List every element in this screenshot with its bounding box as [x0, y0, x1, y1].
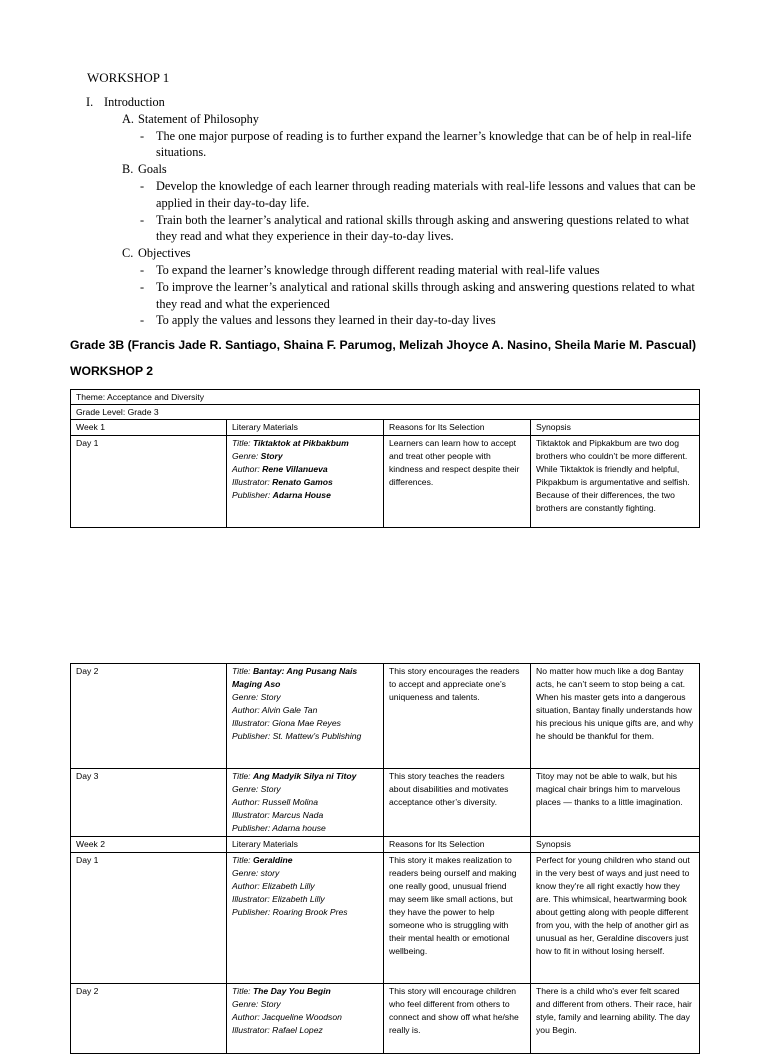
header-reasons: Reasons for Its Selection [384, 420, 531, 436]
illustrator-label: Illustrator: [232, 1025, 273, 1035]
subsection-heading-a [122, 111, 706, 128]
genre-label: Genre: [232, 999, 261, 1009]
synopsis-cell: Titoy may not be able to walk, but his magical chair brings him to marvelous places — thanks to a little imagination. [531, 769, 700, 837]
book-publisher: St. Mattew’s Publishing [272, 731, 362, 741]
author-label: Author: [232, 705, 262, 715]
book-title: Ang Madyik Silya ni Titoy [252, 771, 357, 781]
lesson-plan-table-2 [70, 663, 700, 1054]
author-label: Author: [232, 1012, 263, 1022]
subsection-heading-b [122, 161, 706, 178]
book-genre: Story [260, 784, 281, 794]
publisher-label: Publisher: [232, 731, 273, 741]
day-cell: Day 3 [71, 769, 227, 837]
book-title: Geraldine [252, 855, 293, 865]
section-title: Introduction [104, 95, 165, 109]
book-author: Elizabeth Lilly [262, 881, 315, 891]
header-literary-materials: Literary Materials [227, 420, 384, 436]
synopsis-cell: Perfect for young children who stand out in the very best of ways and just need to know they're all right exactly how they are. This whimsical, heartwarming book about getting along with people different from you, with the help of another girl as unusual as her, Geraldine discovers just how to fit in without losing herself. [531, 853, 700, 984]
book-author: Jacqueline Woodson [262, 1012, 342, 1022]
book-genre: Story [260, 451, 283, 461]
illustrator-label: Illustrator: [232, 718, 273, 728]
reason-cell: This story encourages the readers to accept and appreciate one’s uniqueness and talents. [384, 664, 531, 769]
genre-label: Genre: [232, 784, 261, 794]
bullet-item [140, 312, 706, 329]
subsection-title: Goals [138, 162, 167, 177]
bullet-item [140, 212, 706, 246]
grade-level-cell: Grade Level: Grade 3 [71, 405, 700, 420]
reason-cell: This story it makes realization to readers being ourself and making one really good, unusual friend may seem like small actions, but they have the power to help someone who is struggling with their mental health or emotional wellbeing. [384, 853, 531, 984]
reason-cell: Learners can learn how to accept and treat other people with kindness and respect despite their differences. [384, 436, 531, 528]
genre-label: Genre: [232, 868, 261, 878]
title-label: Title: [232, 771, 253, 781]
week-cell: Week 1 [71, 420, 227, 436]
title-label: Title: [232, 438, 253, 448]
bullet-item [140, 128, 706, 162]
title-label: Title: [232, 666, 253, 676]
day-cell: Day 1 [71, 853, 227, 984]
book-author: Rene Villanueva [262, 464, 328, 474]
author-label: Author: [232, 881, 263, 891]
subsection-letter: C. [122, 246, 134, 261]
week-cell: Week 2 [71, 837, 227, 853]
subsection-title: Statement of Philosophy [138, 111, 259, 126]
table-row [71, 436, 700, 528]
bullet-text: The one major purpose of reading is to further expand the learner’s knowledge that can be of help in real-life situations. [156, 128, 692, 160]
book-title: The Day You Begin [252, 986, 331, 996]
grade-level-row [71, 405, 700, 420]
synopsis-cell: There is a child who's ever felt scared and different from others. Their race, hair style, family and learning ability. The day you Begin. [531, 984, 700, 1054]
bullet-item [140, 262, 706, 279]
title-label: Title: [232, 986, 253, 996]
workshop2-title: WORKSHOP 2 [70, 364, 154, 378]
bullet-text: To apply the values and lessons they learned in their day-to-day lives [156, 313, 496, 328]
table-header-row [71, 420, 700, 436]
header-literary-materials: Literary Materials [227, 837, 384, 853]
literary-material-cell [227, 436, 384, 528]
book-title: Tiktaktok at Pikbakbum [252, 438, 349, 448]
bullet-text: To improve the learner’s analytical and rational skills through asking and answering questions related to what they read and what the experienced [156, 279, 695, 311]
theme-row [71, 390, 700, 405]
subsection-letter: B. [122, 162, 134, 177]
bullet-text: Train both the learner’s analytical and rational skills through asking and answering questions related to what they read and what they experience in their day-to-day lives. [156, 212, 690, 244]
book-illustrator: Renato Gamos [272, 477, 333, 487]
table-header-row [71, 837, 700, 853]
synopsis-cell: No matter how much like a dog Bantay acts, he can’t seem to stop being a cat. When his master gets into a dangerous situation, Bantay finally understands how his precious his unique gifts are, and why he should be thankful for them. [531, 664, 700, 769]
book-genre: Story [260, 692, 281, 702]
table-row [71, 769, 700, 837]
day-cell: Day 2 [71, 984, 227, 1054]
publisher-label: Publisher: [232, 823, 273, 833]
day-cell: Day 1 [71, 436, 227, 528]
lesson-plan-table-1 [70, 389, 700, 528]
literary-material-cell [227, 853, 384, 984]
literary-material-cell [227, 664, 384, 769]
book-author: Russell Molina [262, 797, 318, 807]
publisher-label: Publisher: [232, 490, 273, 500]
dash-bullet: - [140, 212, 145, 227]
subsection-letter: A. [122, 111, 134, 126]
reason-cell: This story teaches the readers about disabilities and motivates acceptance other’s diversity. [384, 769, 531, 837]
dash-bullet: - [140, 178, 145, 193]
theme-cell: Theme: Acceptance and Diversity [71, 390, 700, 405]
literary-material-cell [227, 984, 384, 1054]
bullet-item [140, 178, 706, 212]
subsection-heading-c [122, 245, 706, 262]
genre-label: Genre: [232, 692, 261, 702]
book-author: Alvin Gale Tan [261, 705, 318, 715]
author-label: Author: [232, 464, 263, 474]
book-publisher: Adarna house [272, 823, 326, 833]
literary-material-cell [227, 769, 384, 837]
book-publisher: Roaring Brook Pres [272, 907, 348, 917]
workshop1-title: WORKSHOP 1 [87, 70, 170, 85]
genre-label: Genre: [232, 451, 261, 461]
book-genre: Story [260, 999, 281, 1009]
table-row [71, 853, 700, 984]
grade-group-line: Grade 3B (Francis Jade R. Santiago, Shaina F. Parumog, Melizah Jhoyce A. Nasino, Sheila Marie M. Pascual) [70, 338, 697, 352]
bullet-text: To expand the learner’s knowledge through different reading material with real-life values [156, 262, 600, 277]
table-row [71, 664, 700, 769]
book-genre: story [260, 868, 280, 878]
table-row [71, 984, 700, 1054]
book-illustrator: Marcus Nada [272, 810, 324, 820]
book-publisher: Adarna House [272, 490, 331, 500]
bullet-text: Develop the knowledge of each learner through reading materials with real-life lessons and values that can be applied in their day-to-day life. [156, 178, 696, 210]
subsection-title: Objectives [138, 246, 191, 261]
header-reasons: Reasons for Its Selection [384, 837, 531, 853]
illustrator-label: Illustrator: [232, 810, 273, 820]
author-label: Author: [232, 797, 263, 807]
dash-bullet: - [140, 128, 145, 143]
bullet-item [140, 279, 706, 313]
title-label: Title: [232, 855, 253, 865]
header-synopsis: Synopsis [531, 420, 700, 436]
dash-bullet: - [140, 313, 145, 328]
reason-cell: This story will encourage children who feel different from others to connect and show off what he/she really is. [384, 984, 531, 1054]
book-illustrator: Rafael Lopez [272, 1025, 323, 1035]
dash-bullet: - [140, 262, 145, 277]
illustrator-label: Illustrator: [232, 477, 273, 487]
section-number: I. [86, 95, 94, 109]
synopsis-cell: Tiktaktok and Pipkakbum are two dog brothers who couldn’t be more different. While Tiktaktok is friendly and helpful, Pikpakbum is argumentative and selfish. Because of their differences, the two brothers are constantly fighting. [531, 436, 700, 528]
illustrator-label: Illustrator: [232, 894, 273, 904]
workshop1-outline [86, 94, 706, 329]
dash-bullet: - [140, 279, 145, 294]
day-cell: Day 2 [71, 664, 227, 769]
book-illustrator: Giona Mae Reyes [272, 718, 341, 728]
section-heading [86, 94, 706, 111]
book-title: Bantay: Ang Pusang Nais Maging Aso [232, 666, 358, 689]
publisher-label: Publisher: [232, 907, 273, 917]
book-illustrator: Elizabeth Lilly [272, 894, 325, 904]
header-synopsis: Synopsis [531, 837, 700, 853]
